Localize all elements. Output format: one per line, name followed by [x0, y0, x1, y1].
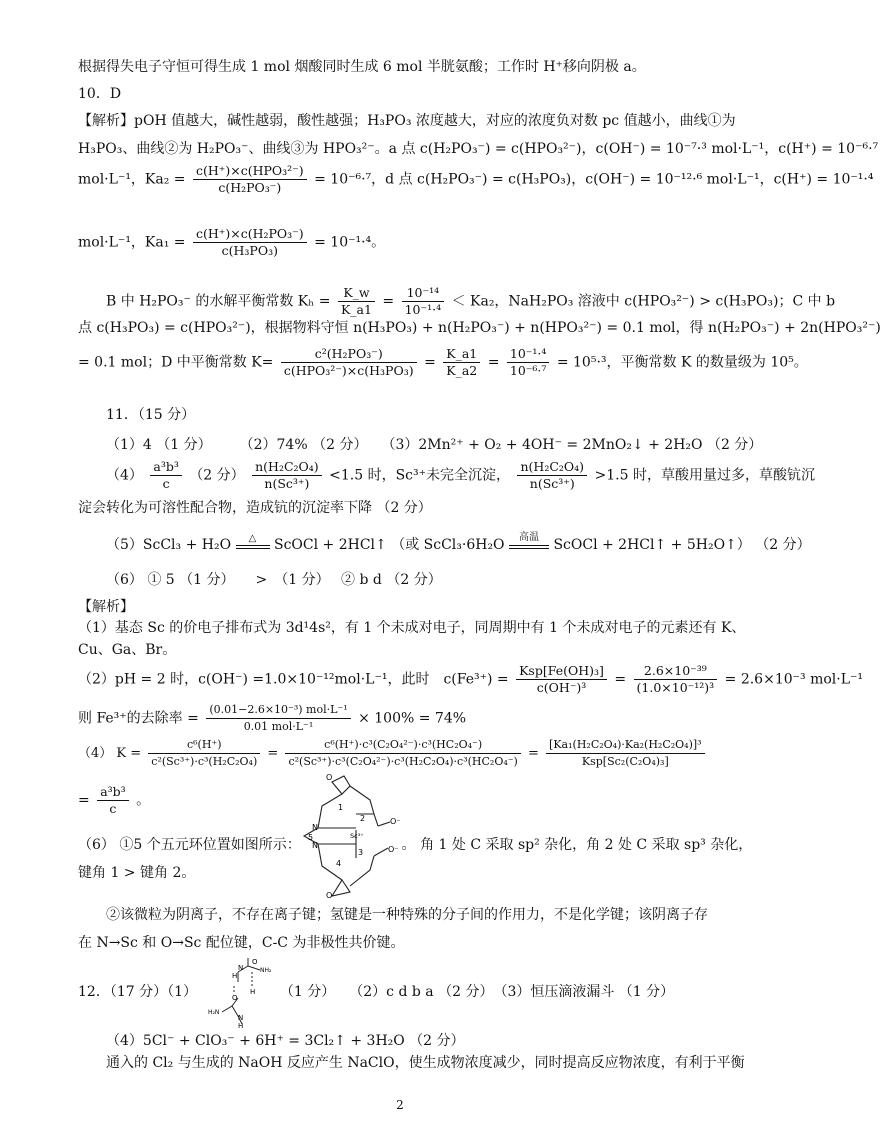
denominator: c(H₂PO₃⁻)	[218, 180, 282, 195]
h-atom-label: H	[232, 972, 238, 980]
fraction	[148, 737, 260, 770]
numerator: a³b³	[97, 784, 128, 801]
text: =	[382, 293, 395, 310]
answer-line: （4）5Cl⁻ + ClO₃⁻ + 6H⁺ = 3Cl₂↑ + 3H₂O （2 分）	[106, 1033, 465, 1049]
numerator: c⁶(H⁺)	[148, 737, 260, 754]
fraction	[517, 459, 587, 492]
numerator: c(H⁺)×c(H₂PO₃⁻)	[193, 226, 307, 243]
question-11-heading: 11．（15 分）	[106, 407, 196, 423]
text: =	[424, 354, 436, 371]
text: =	[528, 746, 539, 761]
fraction	[546, 737, 705, 770]
numerator: 2.6×10⁻³⁹	[634, 663, 718, 680]
o-atom-label: O	[326, 891, 333, 900]
fraction	[193, 163, 307, 196]
fraction	[402, 285, 445, 318]
denominator: Ksp[Sc₂(C₂O₄)₃]	[581, 755, 669, 768]
n-atom-label: N	[312, 841, 318, 850]
denominator: c	[162, 476, 170, 491]
n-atom-label: N	[238, 964, 244, 972]
numerator: 10⁻¹·⁴	[507, 346, 550, 363]
text: （4） K =	[78, 746, 142, 761]
denominator: K_a1	[340, 302, 372, 317]
answer-6: （6） ① 5 （1 分） > （1 分） ② b d （2 分）	[106, 572, 442, 588]
text-line: 根据得失电子守恒可得生成 1 mol 烟酸同时生成 6 mol 半胱氨酸；工作时 H⁺移向阴极 a。	[78, 59, 646, 75]
denominator: 10⁻⁶·⁷	[509, 363, 547, 378]
fraction	[338, 285, 375, 318]
ring-label-5: 5	[308, 833, 314, 842]
nh2-label: NH₂	[260, 967, 272, 974]
fraction	[285, 737, 520, 770]
text: = 0.1 mol；D 中平衡常数 K=	[78, 354, 274, 371]
ring-label-1: 1	[338, 803, 344, 812]
text: ＜ Ka₂，NaH₂PO₃ 溶液中 c(HPO₃²⁻) > c(H₃PO₃)；C 中 b	[451, 293, 836, 310]
denominator: c(H₃PO₃)	[221, 243, 278, 258]
condition-label: 高温	[519, 532, 539, 543]
numerator: c(H⁺)×c(HPO₃²⁻)	[193, 163, 307, 180]
fraction	[634, 663, 718, 696]
k-equation	[78, 346, 808, 379]
text: （2）pH = 2 时，c(OH⁻) =1.0×10⁻¹²mol·L⁻¹，此时 c(Fe³⁺) =	[78, 671, 509, 688]
condition-label: △	[248, 533, 257, 544]
page-number: 2	[396, 1098, 404, 1112]
text: × 100% = 74%	[358, 710, 467, 727]
o-atom-label: O	[252, 958, 258, 966]
denominator: n(Sc³⁺)	[264, 476, 310, 491]
text: =	[267, 746, 279, 761]
fraction	[193, 226, 307, 259]
k-expression	[78, 737, 738, 770]
denominator: K_a2	[446, 363, 478, 378]
question-10-answer: 10．D	[78, 86, 122, 102]
text: （6） ①5 个五元环位置如图所示：	[78, 837, 301, 853]
numerator: 10⁻¹⁴	[402, 285, 445, 302]
fraction	[252, 459, 322, 492]
h2n-label: H₂N	[208, 1009, 220, 1016]
h-atom-label: H	[250, 988, 256, 996]
text: =	[614, 671, 627, 688]
question-12-answers	[78, 982, 738, 1002]
answer-4	[106, 459, 815, 492]
ka1-equation	[78, 226, 738, 259]
ka2-equation	[78, 163, 874, 196]
text: 。 角 1 处 C 采取 sp² 杂化，角 2 处 C 采取 sp³ 杂化，	[401, 837, 753, 853]
o-minus-label: O⁻	[388, 845, 399, 854]
text-line: 点 c(H₃PO₃) = c(HPO₃²⁻)，根据物料守恒 n(H₃PO₃) + n(H₂PO₃⁻) + n(HPO₃²⁻) = 0.1 mol，得 n(H₂PO₃⁻) + 2n(HPO₃²⁻)	[78, 320, 881, 336]
text-line: Cu、Ga、Br。	[78, 642, 177, 658]
h-atom-label: H	[238, 1022, 244, 1030]
text: = 10⁻⁶·⁷，d 点 c(H₂PO₃⁻) = c(H₃PO₃)，c(OH⁻) = 10⁻¹²·⁶ mol·L⁻¹，c(H⁺) = 10⁻¹·⁴	[314, 171, 874, 188]
numerator: c⁶(H⁺)·c³(C₂O₄²⁻)·c³(HC₂O₄⁻)	[285, 737, 520, 754]
fe-equation	[78, 663, 864, 696]
n-atom-label: N	[312, 823, 318, 832]
fraction	[507, 346, 550, 379]
text: （4）	[106, 467, 143, 484]
fraction	[97, 784, 128, 817]
numerator: Ksp[Fe(OH)₃]	[516, 663, 607, 680]
text: （5）ScCl₃ + H₂O	[106, 537, 232, 553]
numerator: n(H₂C₂O₄)	[517, 459, 587, 476]
ring-label-2: 2	[360, 814, 366, 823]
numerator: n(H₂C₂O₄)	[252, 459, 322, 476]
text: = 2.6×10⁻³ mol·L⁻¹	[724, 671, 864, 688]
text: ScOCl + 2HCl↑ + 5H₂O↑） （2 分）	[553, 537, 811, 553]
text: >1.5 时，草酸用量过多，草酸钪沉	[594, 467, 815, 484]
o-minus-label: O⁻	[390, 817, 401, 826]
text: = 10⁻¹·⁴。	[314, 234, 386, 251]
text-line: （1）基态 Sc 的价电子排布式为 3d¹4s²，有 1 个未成对电子，同周期中有 1 个未成对电子的元素还有 K、	[78, 620, 746, 636]
text: 12．（17 分）（1）	[78, 984, 197, 1000]
text-line: 【解析】pOH 值越大，碱性越弱，酸性越强；H₃PO₃ 浓度越大，对应的浓度负对数 pc 值越小，曲线①为	[78, 113, 736, 129]
ring-label-4: 4	[336, 859, 342, 868]
text: mol·L⁻¹，Ka₂ =	[78, 171, 186, 188]
text: （1 分） （2）c d b a （2 分） （3）恒压滴液漏斗 （1 分）	[279, 984, 675, 1000]
removal-rate	[78, 702, 738, 735]
kh-equation	[106, 285, 836, 318]
numerator: K_a1	[443, 346, 480, 363]
denominator: (1.0×10⁻¹²)³	[636, 680, 715, 695]
fraction	[443, 346, 480, 379]
text: mol·L⁻¹，Ka₁ =	[78, 234, 186, 251]
numerator: a³b³	[150, 459, 181, 476]
text: <1.5 时，Sc³⁺未完全沉淀，	[329, 467, 511, 484]
answer-line: （1）4 （1 分） （2）74% （2 分） （3）2Mn²⁺ + O₂ + 4OH⁻ = 2MnO₂↓ + 2H₂O （2 分）	[106, 437, 763, 453]
numerator: c²(H₂PO₃⁻)	[281, 346, 417, 363]
denominator: c²(Sc³⁺)·c³(H₂C₂O₄)	[151, 755, 258, 768]
o-atom-label: O	[232, 994, 238, 1002]
n-atom-label: N	[238, 1014, 244, 1022]
numerator: (0.01−2.6×10⁻³) mol·L⁻¹	[206, 702, 350, 719]
text-line: 通入的 Cl₂ 与生成的 NaOH 反应产生 NaClO，使生成物浓度减少，同时提高反应物浓度，有利于平衡	[106, 1055, 745, 1071]
denominator: c²(Sc³⁺)·c³(C₂O₄²⁻)·c³(H₂C₂O₄)·c³(HC₂O₄⁻)	[288, 755, 518, 768]
fraction	[150, 459, 181, 492]
condition-arrow	[509, 532, 549, 555]
text: = 10⁵·³，平衡常数 K 的数量级为 10⁵。	[556, 354, 808, 371]
text-line	[78, 835, 753, 855]
ring-label-3: 3	[358, 848, 364, 857]
text-line: 淀会转化为可溶性配合物，造成钪的沉淀率下降 （2 分）	[78, 500, 432, 516]
text-line: H₃PO₃、曲线②为 H₂PO₃⁻、曲线③为 HPO₃²⁻。a 点 c(H₂PO₃⁻) = c(HPO₃²⁻)，c(OH⁻) = 10⁻⁷·³ mol·L⁻¹，c(H⁺) = 10⁻⁶·⁷	[78, 141, 879, 157]
text: =	[487, 354, 500, 371]
fraction	[516, 663, 607, 696]
denominator: 0.01 mol·L⁻¹	[243, 720, 314, 733]
text: 则 Fe³⁺的去除率 =	[78, 710, 199, 727]
o-atom-label: O	[326, 773, 333, 782]
condition-arrow	[236, 535, 270, 555]
numerator: [Ka₁(H₂C₂O₄)·Ka₂(H₂C₂O₄)]³	[546, 737, 705, 754]
answer-5	[106, 532, 811, 555]
sc-ion-label: Sc³⁺	[350, 832, 364, 840]
text: =	[78, 792, 90, 809]
equals-sign	[236, 545, 270, 549]
fraction	[281, 346, 417, 379]
denominator: c(HPO₃²⁻)×c(H₃PO₃)	[283, 363, 414, 378]
equals-sign	[509, 545, 549, 549]
fraction	[206, 702, 350, 735]
text: B 中 H₂PO₃⁻ 的水解平衡常数 Kₕ =	[106, 293, 331, 310]
denominator: c(OH⁻)³	[536, 680, 587, 695]
text: ScOCl + 2HCl↑ （或 ScCl₃·6H₂O	[273, 537, 505, 553]
text-line: 键角 1 > 键角 2。	[78, 865, 196, 881]
text: （2 分）	[189, 467, 245, 484]
text-line: 在 N→Sc 和 O→Sc 配位键，C-C 为非极性共价键。	[78, 935, 405, 951]
denominator: n(Sc³⁺)	[529, 476, 575, 491]
numerator: K_w	[338, 285, 375, 302]
denominator: 10⁻¹·⁴	[404, 302, 442, 317]
text-line: ②该微粒为阴离子，不存在离子键；氢键是一种特殊的分子间的作用力，不是化学键；该阴离子存	[106, 907, 708, 923]
text: 。	[136, 792, 151, 809]
denominator: c	[109, 801, 117, 816]
analysis-heading: 【解析】	[78, 599, 134, 615]
